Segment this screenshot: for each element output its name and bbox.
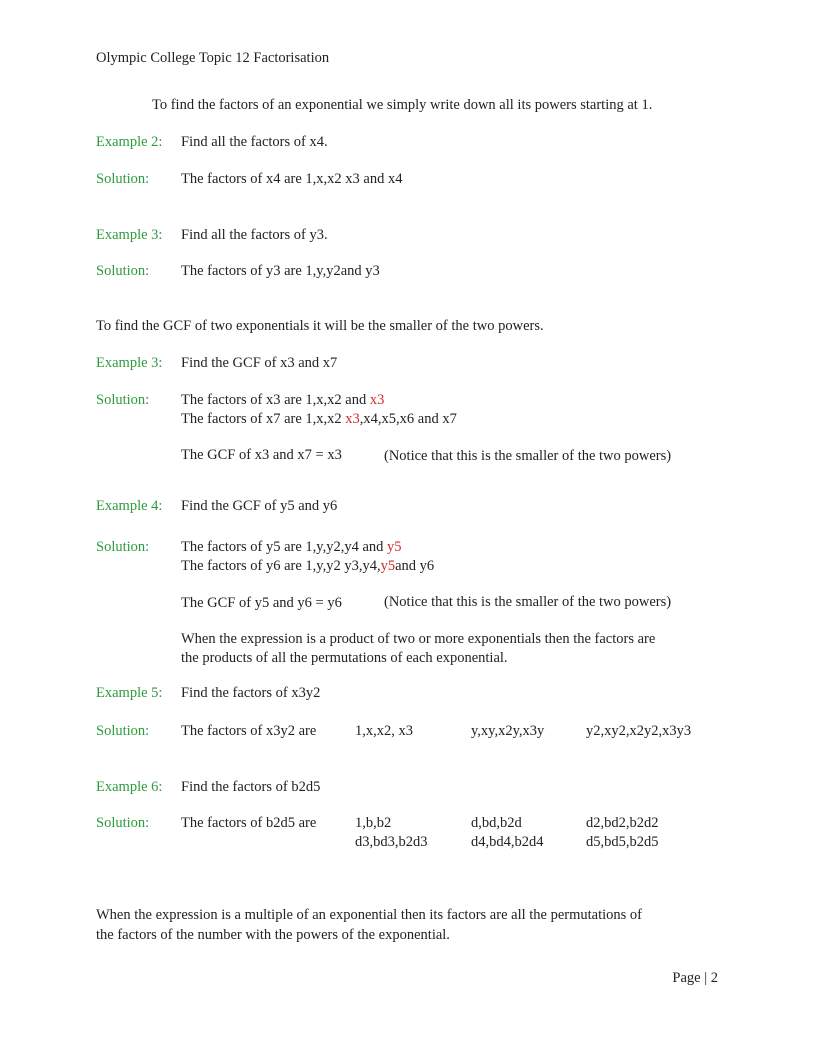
product-rule-line-1: When the expression is a product of two or more exponentials then the factors are xyxy=(181,631,656,647)
example-6-factor-cell: d3,bd3,b2d3 xyxy=(355,834,428,850)
example-3a-solution-label: Solution: xyxy=(96,263,150,279)
example-6-factor-cell: d,bd,b2d xyxy=(471,815,522,831)
example-5-factors-col-3: y2,xy2,x2y2,x3y3 xyxy=(586,723,692,739)
closing-line-1: When the expression is a multiple of an exponential then its factors are all the permutations of xyxy=(96,907,643,923)
example-3b-gcf: The GCF of x3 and x7 = x3 xyxy=(181,447,342,463)
solution-text: and y6 xyxy=(395,558,435,574)
example-3b-solution-line-2 xyxy=(181,411,457,428)
example-5-label: Example 5: xyxy=(96,685,163,701)
highlighted-factor: x3 xyxy=(345,411,360,427)
example-4-solution-line-2 xyxy=(181,558,434,575)
example-4-gcf: The GCF of y5 and y6 = y6 xyxy=(181,595,342,611)
example-3a-label: Example 3: xyxy=(96,227,163,243)
intro-text: To find the factors of an exponential we simply write down all its powers starting at 1. xyxy=(152,97,653,113)
solution-text: The factors of y6 are 1,y,y2 y3,y4, xyxy=(181,558,381,574)
example-4-note: (Notice that this is the smaller of the two powers) xyxy=(384,594,672,610)
example-6-question: Find the factors of b2d5 xyxy=(181,779,321,795)
page-title: Olympic College Topic 12 Factorisation xyxy=(96,50,330,66)
gcf-intro-text: To find the GCF of two exponentials it will be the smaller of the two powers. xyxy=(96,318,544,334)
example-4-question: Find the GCF of y5 and y6 xyxy=(181,498,338,514)
example-2-label: Example 2: xyxy=(96,134,163,150)
example-6-factor-cell: d5,bd5,b2d5 xyxy=(586,834,659,850)
example-5-factors-col-2: y,xy,x2y,x3y xyxy=(471,723,545,739)
example-6-factor-cell: d4,bd4,b2d4 xyxy=(471,834,544,850)
example-6-solution-label: Solution: xyxy=(96,815,150,831)
solution-text: The factors of y5 are 1,y,y2,y4 and xyxy=(181,539,388,555)
example-4-solution-label: Solution: xyxy=(96,539,150,555)
solution-text: ,x4,x5,x6 and x7 xyxy=(359,411,457,427)
example-3b-label: Example 3: xyxy=(96,355,163,371)
example-6-label: Example 6: xyxy=(96,779,163,795)
example-3b-solution-label: Solution: xyxy=(96,392,150,408)
example-5-solution-text: The factors of x3y2 are xyxy=(181,723,317,739)
closing-line-2: the factors of the number with the powers of the exponential. xyxy=(96,927,450,943)
example-6-factor-cell: 1,b,b2 xyxy=(355,815,392,831)
example-5-question: Find the factors of x3y2 xyxy=(181,685,321,701)
example-2-solution: The factors of x4 are 1,x,x2 x3 and x4 xyxy=(181,171,403,187)
example-3a-solution: The factors of y3 are 1,y,y2and y3 xyxy=(181,263,380,279)
example-5-factors-col-1: 1,x,x2, x3 xyxy=(355,723,413,739)
page-number: Page | 2 xyxy=(672,970,718,986)
example-3b-note: (Notice that this is the smaller of the two powers) xyxy=(384,448,672,464)
highlighted-factor: y5 xyxy=(387,539,402,555)
example-4-label: Example 4: xyxy=(96,498,163,514)
example-5-solution-label: Solution: xyxy=(96,723,150,739)
example-2-question: Find all the factors of x4. xyxy=(181,134,328,150)
highlighted-factor: x3 xyxy=(369,392,385,408)
example-2-solution-label: Solution: xyxy=(96,171,150,187)
example-3b-question: Find the GCF of x3 and x7 xyxy=(181,355,338,371)
example-6-factor-cell: d2,bd2,b2d2 xyxy=(586,815,659,831)
example-3b-solution-line-1 xyxy=(181,392,384,409)
example-3a-question: Find all the factors of y3. xyxy=(181,227,328,243)
product-rule-line-2: the products of all the permutations of each exponential. xyxy=(181,650,508,666)
solution-text: The factors of x3 are 1,x,x2 and xyxy=(181,392,370,408)
example-4-solution-line-1 xyxy=(181,539,402,556)
solution-text: The factors of x7 are 1,x,x2 xyxy=(181,411,346,427)
example-6-solution-text: The factors of b2d5 are xyxy=(181,815,317,831)
highlighted-factor: y5 xyxy=(380,558,396,574)
